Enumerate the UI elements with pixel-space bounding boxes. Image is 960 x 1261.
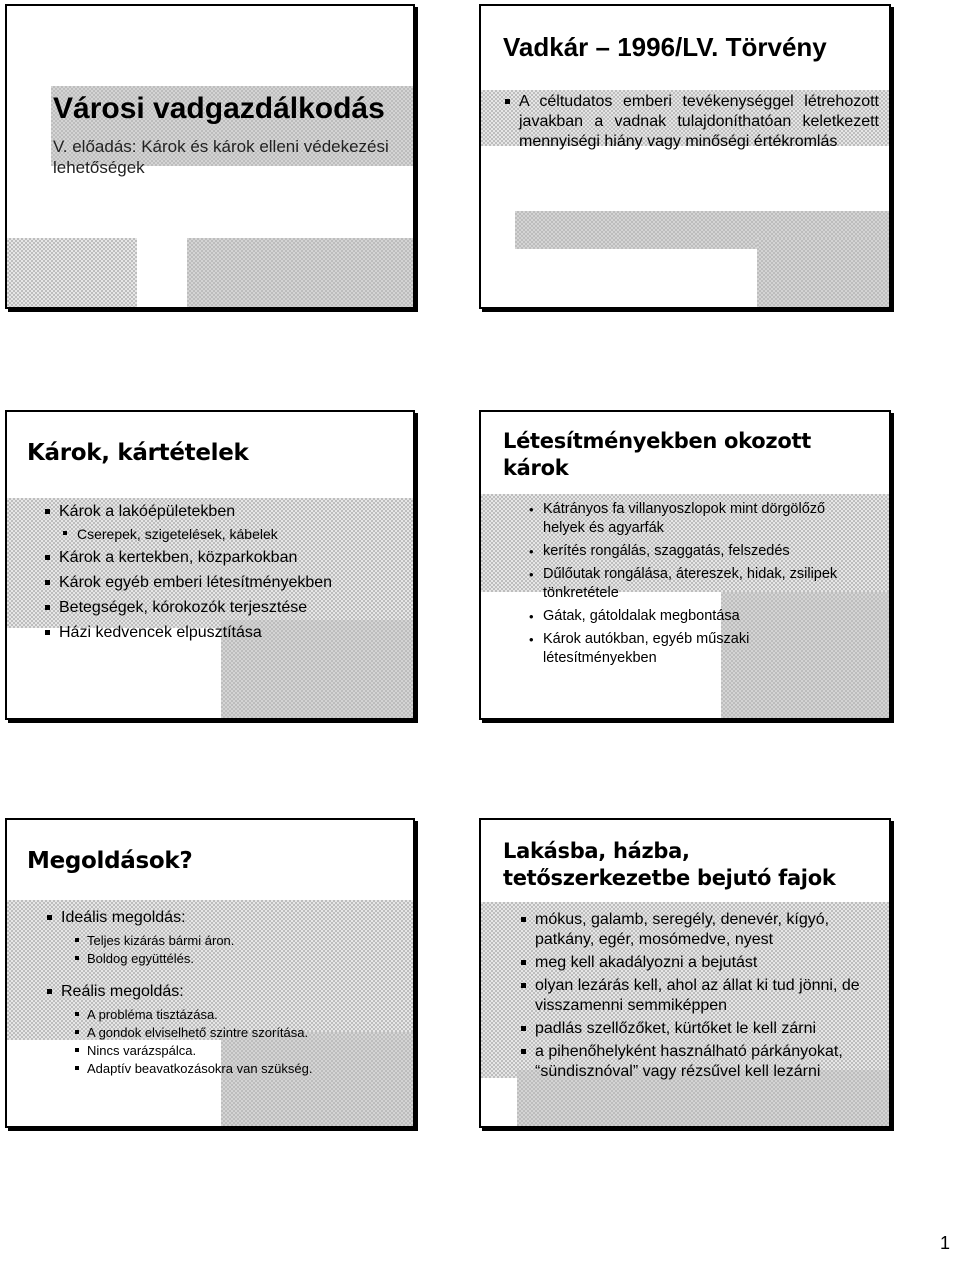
slide-subtitle: V. előadás: Károk és károk elleni védekezési lehetőségek: [53, 137, 389, 177]
list-item: A céltudatos emberi tevékenységgel létrehozott javakban a vadnak tulajdoníthatóan keletkezett mennyiségi hiány vagy minőségi értékromlás: [503, 92, 879, 152]
slide-4: [479, 410, 891, 720]
list-item: mókus, galamb, seregély, denevér, kígyó, patkány, egér, mosómedve, nyest: [519, 910, 869, 950]
list-item: Nincs varázspálca.: [45, 1042, 405, 1060]
list-item: Cserepek, szigetelések, kábelek: [43, 525, 403, 543]
decorative-band: [187, 238, 415, 309]
slide-1: [5, 4, 415, 309]
list-item: • Gátak, gátoldalak megbontása: [521, 607, 866, 626]
slide-6: [479, 818, 891, 1128]
bullet-list: [503, 92, 879, 152]
bullet-list: [43, 502, 403, 643]
list-item: • Károk autókban, egyéb műszaki létesítményekben: [521, 630, 866, 668]
list-item: Reális megoldás:: [45, 982, 405, 1002]
list-item: Károk egyéb emberi létesítményekben: [43, 573, 403, 593]
list-item: padlás szellőzőket, kürtőket le kell zárni: [519, 1019, 869, 1039]
slide-title: Városi vadgazdálkodás: [53, 92, 385, 125]
list-item: a pihenőhelyként használható párkányokat, “sündisznóval” vagy rézsűvel kell lezárni: [519, 1042, 869, 1082]
bullet-list: [521, 500, 866, 668]
slide-title: Megoldások?: [27, 848, 193, 874]
slide-title: Károk, kártételek: [27, 440, 249, 466]
list-item: • Dűlőutak rongálása, átereszek, hidak, zsilipek tönkretétele: [521, 565, 866, 603]
list-item: meg kell akadályozni a bejutást: [519, 953, 869, 973]
decorative-band: [757, 238, 891, 309]
bullet-list: [519, 910, 869, 1082]
slide-title: Vadkár – 1996/LV. Törvény: [503, 32, 827, 62]
list-item: • Kátrányos fa villanyoszlopok mint dörgölőző helyek és agyarfák: [521, 500, 866, 538]
slide-title: Lakásba, házba, tetőszerkezetbe bejutó fajok: [503, 839, 836, 890]
decorative-band: [7, 238, 137, 309]
slide-5: [5, 818, 415, 1128]
list-item: A gondok elviselhető szintre szorítása.: [45, 1024, 405, 1042]
list-item: Károk a kertekben, közparkokban: [43, 548, 403, 568]
list-item: Betegségek, kórokozók terjesztése: [43, 598, 403, 618]
list-item: Adaptív beavatkozásokra van szükség.: [45, 1060, 405, 1078]
list-item: Boldog együttélés.: [45, 950, 405, 968]
list-item: Ideális megoldás:: [45, 908, 405, 928]
list-item: Teljes kizárás bármi áron.: [45, 932, 405, 950]
list-item: Házi kedvencek elpusztítása: [43, 623, 403, 643]
list-item: • kerítés rongálás, szaggatás, felszedés: [521, 542, 866, 561]
slide-3: [5, 410, 415, 720]
bullet-list: [45, 908, 405, 1078]
list-item: A probléma tisztázása.: [45, 1006, 405, 1024]
page-number: 1: [939, 1233, 950, 1253]
slide-2: [479, 4, 891, 309]
list-item: olyan lezárás kell, ahol az állat ki tud jönni, de visszamenni semmiképpen: [519, 976, 869, 1016]
slide-title: Létesítményekben okozott károk: [503, 429, 811, 480]
list-item: Károk a lakóépületekben: [43, 502, 403, 522]
